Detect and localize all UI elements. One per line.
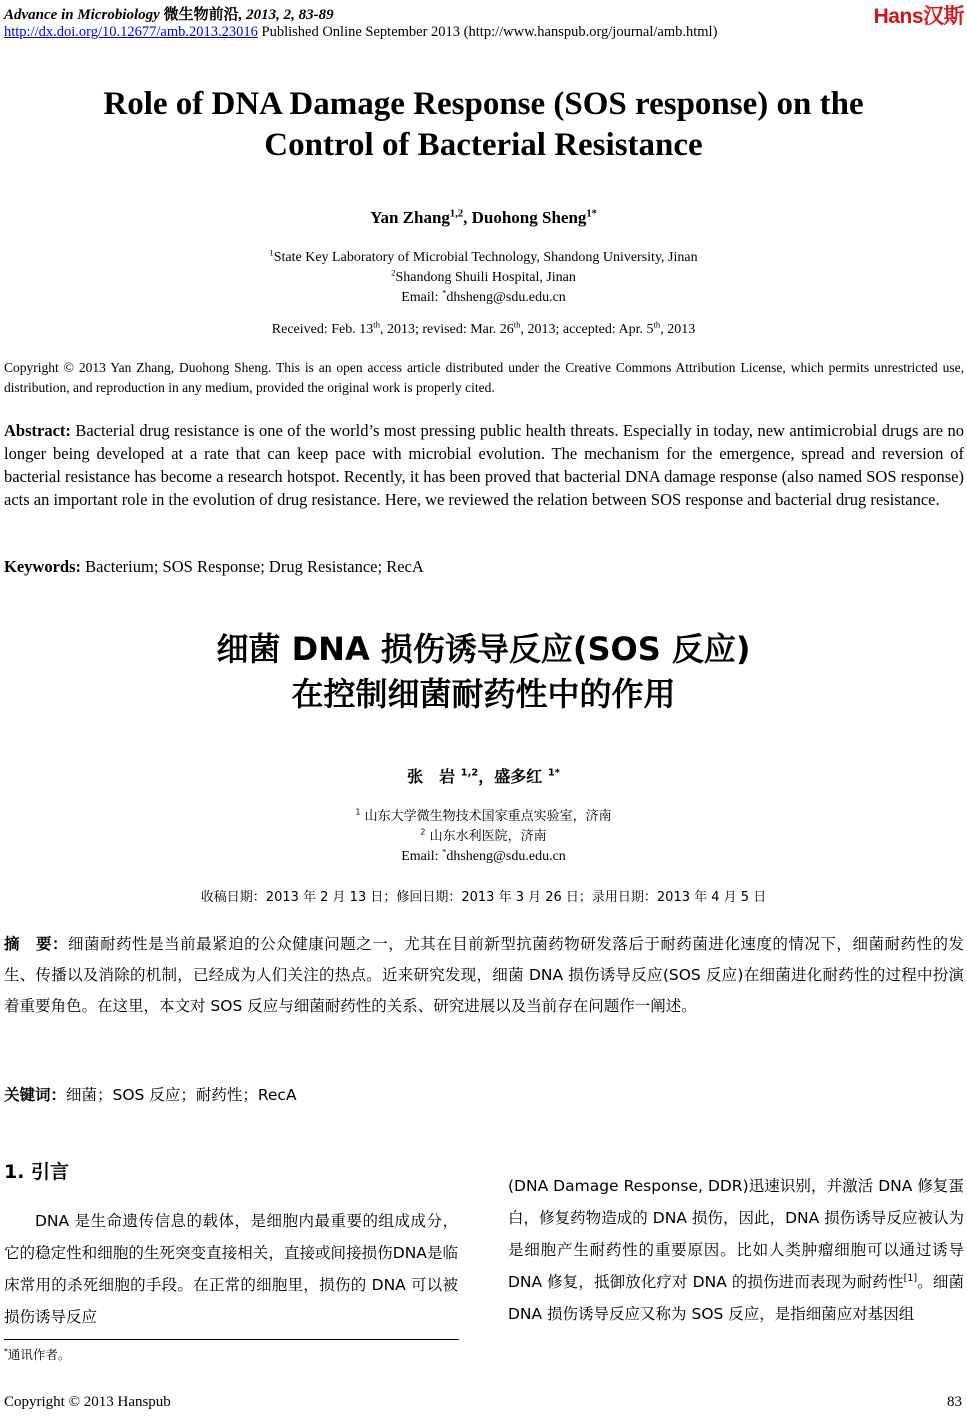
email-cn-address[interactable]: dhsheng@sdu.edu.cn <box>446 849 566 864</box>
affiliation-2 <box>0 268 967 288</box>
th-sup-1: th <box>373 319 380 330</box>
footnote-rule <box>4 1339 459 1340</box>
email-cn-label: Email: <box>401 849 443 864</box>
th-sup-2: th <box>513 319 521 330</box>
title-en-line-1: Role of DNA Damage Response (SOS response) on the <box>103 86 864 122</box>
abstract-cn-text: 细菌耐药性是当前最紧迫的公众健康问题之一，尤其在目前新型抗菌药物研发落后于耐药菌进化速度的情况下，细菌耐药性的发生、传播以及消除的机制，已经成为人们关注的热点。近来研究发现，细菌 DNA 损伤诱导反应(SOS 反应)在细菌进化耐药性的过程中扮演着重要角色。在这里，本文对 SOS 反应与细菌耐药性的关系、研究进展以及当前存在问题作一阐述。 <box>4 935 965 1015</box>
published-info: Published Online September 2013 (http://www.hanspub.org/journal/amb.html) <box>261 24 718 40</box>
aff-1-sup: 1 <box>269 247 274 258</box>
keywords-en <box>4 557 964 577</box>
th-sup-3: th <box>653 319 661 330</box>
author-2-sup: 1* <box>586 208 597 220</box>
received-part-1: Received: Feb. 13 <box>271 322 374 337</box>
author-separator: , <box>463 208 472 227</box>
affiliations-en <box>0 248 967 308</box>
email-address[interactable]: dhsheng@sdu.edu.cn <box>446 290 566 305</box>
right-text-part-2: 。细菌 DNA 损伤诱导反应又称为 SOS 反应，是指细菌应对基因组 <box>508 1273 964 1323</box>
abstract-label: Abstract: <box>4 421 71 440</box>
body-column-right <box>508 1170 964 1330</box>
title-cn-line-1: 细菌 DNA 损伤诱导反应(SOS 反应) <box>216 630 751 668</box>
received-part-2: , 2013; revised: Mar. 26 <box>380 322 514 337</box>
received-part-4: , 2013 <box>660 322 696 337</box>
footnote-text: 通讯作者。 <box>7 1347 71 1362</box>
author-cn-separator: ， <box>478 767 495 786</box>
aff-1-text: State Key Laboratory of Microbial Technology, Shandong University, Jinan <box>273 250 698 265</box>
author-2: Duohong Sheng <box>471 208 587 227</box>
aff-cn-1-sup: 1 <box>355 807 361 817</box>
paper-title-en <box>0 84 967 166</box>
section-heading-intro: 1. 引言 <box>4 1161 70 1183</box>
doi-link[interactable]: http://dx.doi.org/10.12677/amb.2013.23016 <box>4 24 258 40</box>
author-1-sup: 1,2 <box>449 208 464 220</box>
keywords-cn-text: 细菌；SOS 反应；耐药性；RecA <box>66 1086 297 1104</box>
authors-en <box>0 208 967 228</box>
keywords-cn <box>4 1083 964 1105</box>
email-en <box>0 288 967 308</box>
paper-title-cn <box>0 627 967 717</box>
journal-name-cn: 微生物前沿 <box>163 7 239 23</box>
abstract-cn-label: 摘 要： <box>4 935 69 953</box>
citation-ref-1[interactable]: [1] <box>903 1272 918 1284</box>
email-sup: * <box>442 287 447 298</box>
author-1: Yan Zhang <box>370 208 450 227</box>
logo-text-cn: 汉斯 <box>923 5 964 28</box>
title-cn-line-2: 在控制细菌耐药性中的作用 <box>291 675 676 713</box>
author-cn-2-sup: 1* <box>547 767 560 779</box>
page-number: 83 <box>947 1394 962 1410</box>
abstract-text: Bacterial drug resistance is one of the world’s most pressing public health threats. Especially in today, new antimicrobial drugs are no longer being developed at a rate that can keep pace with microbial evolution. The mechanism for the emergence, spread and reversion of bacterial resistance has become a research hotspot. Recently, it has been proved that bacterial DNA damage response (also named SOS response) acts an important role in the evolution of drug resistance. Here, we reviewed the relation between SOS response and bacterial drug resistance. <box>4 421 964 509</box>
hans-logo <box>874 0 964 30</box>
abstract-cn <box>4 929 964 1022</box>
journal-title <box>4 3 334 24</box>
aff-2-sup: 2 <box>391 267 396 278</box>
received-dates-cn: 收稿日期：2013 年 2 月 13 日；修回日期：2013 年 3 月 26 日；录用日期：2013 年 4 月 5 日 <box>200 890 767 905</box>
body-column-left: DNA 是生命遗传信息的载体，是细胞内最重要的组成成分，它的稳定性和细胞的生死突变直接相关，直接或间接损伤DNA是临床常用的杀死细胞的手段。在正常的细胞里，损伤的 DNA 可以被损伤诱导反应 <box>4 1212 458 1326</box>
keywords-text: Bacterium; SOS Response; Drug Resistance; RecA <box>81 557 424 576</box>
abstract-en <box>4 419 964 511</box>
aff-cn-1-text: 山东大学微生物技术国家重点实验室，济南 <box>364 809 612 824</box>
footer-copyright: Copyright © 2013 Hanspub <box>4 1394 171 1410</box>
author-cn-2: 盛多红 <box>494 767 543 786</box>
author-cn-1: 张 岩 <box>407 767 456 786</box>
footnote-sup: * <box>4 1346 8 1356</box>
doi-line <box>4 24 717 41</box>
received-dates-en <box>0 319 967 338</box>
affiliation-cn-2 <box>0 827 967 847</box>
email-cn-sup: * <box>442 846 447 857</box>
right-text-part-1: (DNA Damage Response, DDR)迅速识别，并激活 DNA 修复蛋白，修复药物造成的 DNA 损伤，因此，DNA 损伤诱导反应被认为是细胞产生耐药性的重要原因。比如人类肿瘤细胞可以通过诱导 DNA 修复，抵御放化疗对 DNA 的损伤进而表现为耐药性 <box>508 1177 964 1291</box>
author-cn-1-sup: 1,2 <box>460 767 479 779</box>
received-part-3: , 2013; accepted: Apr. 5 <box>520 322 654 337</box>
affiliation-cn-1 <box>0 807 967 827</box>
aff-cn-2-text: 山东水利医院，济南 <box>429 829 547 844</box>
affiliations-cn <box>0 807 967 867</box>
journal-name-en: Advance in Microbiology <box>4 7 160 23</box>
copyright-notice: Copyright © 2013 Yan Zhang, Duohong Sheng. This is an open access article distributed under the Creative Commons Attribution License, which permits unrestricted use, distribution, and reproduction in any medium, provided the original work is properly cited. <box>4 360 964 395</box>
aff-cn-2-sup: 2 <box>420 827 426 837</box>
email-label: Email: <box>401 290 443 305</box>
keywords-cn-label: 关键词： <box>4 1086 67 1104</box>
aff-2-text: Shandong Shuili Hospital, Jinan <box>395 270 576 285</box>
logo-text-en: Hans <box>873 5 923 28</box>
keywords-label: Keywords: <box>4 557 81 576</box>
title-en-line-2: Control of Bacterial Resistance <box>264 127 703 163</box>
email-cn <box>0 847 967 867</box>
affiliation-1 <box>0 248 967 268</box>
authors-cn <box>0 764 967 787</box>
footnote <box>4 1345 70 1363</box>
journal-volume-info: , 2013, 2, 83-89 <box>238 7 334 23</box>
